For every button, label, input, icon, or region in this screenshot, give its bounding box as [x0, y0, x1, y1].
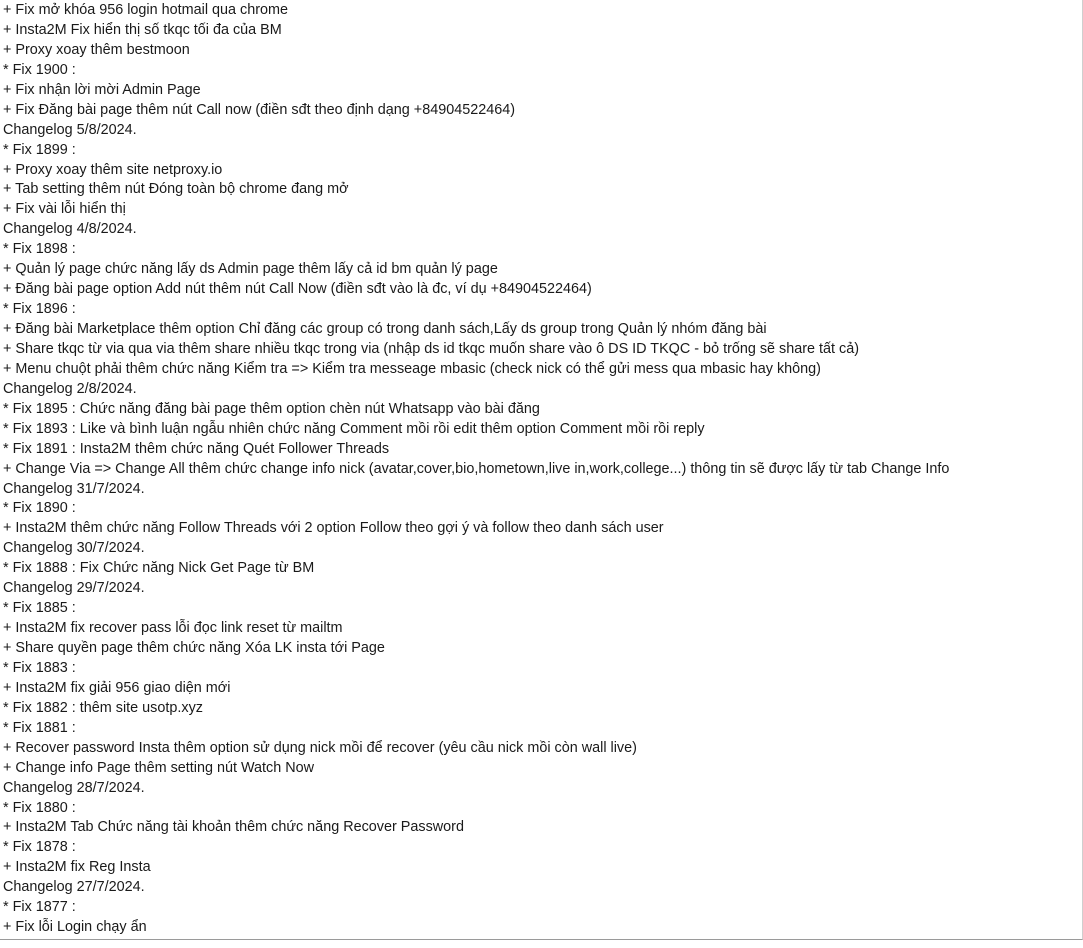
- changelog-line: + Quản lý page chức năng lấy ds Admin page thêm lấy cả id bm quản lý page: [3, 261, 498, 278]
- changelog-line: + Insta2M fix Reg Insta: [3, 859, 151, 876]
- changelog-line: * Fix 1899 :: [3, 141, 76, 158]
- changelog-line: Changelog 30/7/2024.: [3, 540, 145, 557]
- changelog-line: + Đăng bài page option Add nút thêm nút Call Now (điền sđt vào là đc, ví dụ +84904522464): [3, 281, 592, 298]
- changelog-line: * Fix 1880 :: [3, 799, 76, 816]
- changelog-line: * Fix 1882 : thêm site usotp.xyz: [3, 699, 203, 716]
- changelog-line: + Fix lỗi Login chạy ẩn: [3, 919, 147, 936]
- changelog-line: Changelog 28/7/2024.: [3, 779, 145, 796]
- changelog-line: Changelog 27/7/2024.: [3, 879, 145, 896]
- changelog-line: * Fix 1883 :: [3, 659, 76, 676]
- changelog-line: * Fix 1888 : Fix Chức năng Nick Get Page từ BM: [3, 560, 315, 577]
- changelog-line: * Fix 1890 :: [3, 500, 76, 517]
- changelog-line: + Insta2M fix giải 956 giao diện mới: [3, 679, 231, 696]
- changelog-line: * Fix 1885 :: [3, 600, 76, 617]
- changelog-line: + Menu chuột phải thêm chức năng Kiểm tra => Kiểm tra messeage mbasic (check nick có thể gửi mess qua mbasic hay không): [3, 360, 821, 377]
- changelog-line: + Share quyền page thêm chức năng Xóa LK insta tới Page: [3, 640, 385, 656]
- changelog-line: + Change Via => Change All thêm chức change info nick (avatar,cover,bio,hometown,live in,work,college...) thông tin sẽ được lấy từ tab Change Info: [3, 460, 950, 477]
- changelog-line: * Fix 1893 : Like và bình luận ngẫu nhiên chức năng Comment mồi rồi edit thêm option Comment mồi rồi reply: [3, 420, 705, 437]
- changelog-line: Changelog 5/8/2024.: [3, 121, 137, 138]
- changelog-line: + Tab setting thêm nút Đóng toàn bộ chrome đang mở: [3, 181, 349, 198]
- changelog-line: + Proxy xoay thêm site netproxy.io: [3, 161, 223, 178]
- changelog-line: + Fix mở khóa 956 login hotmail qua chrome: [3, 2, 289, 18]
- changelog-line: + Insta2M thêm chức năng Follow Threads với 2 option Follow theo gợi ý và follow theo danh sách user: [3, 520, 664, 537]
- changelog-line: Changelog 31/7/2024.: [3, 480, 145, 497]
- changelog-line: * Fix 1898 :: [3, 241, 76, 258]
- changelog-line: + Change info Page thêm setting nút Watch Now: [3, 759, 315, 776]
- changelog-line: + Fix vài lỗi hiển thị: [3, 201, 126, 218]
- changelog-line: Changelog 4/8/2024.: [3, 221, 137, 238]
- changelog-line: * Fix 1896 :: [3, 301, 76, 318]
- changelog-line: + Share tkqc từ via qua via thêm share nhiều tkqc trong via (nhập ds id tkqc muốn share vào ô DS ID TKQC - bỏ trống sẽ share tất cả): [3, 340, 860, 357]
- changelog-line: + Insta2M Fix hiển thị số tkqc tối đa của BM: [3, 21, 282, 38]
- changelog-line: * Fix 1891 : Insta2M thêm chức năng Quét Follower Threads: [3, 440, 390, 457]
- changelog-line: + Insta2M fix recover pass lỗi đọc link reset từ mailtm: [3, 620, 343, 637]
- changelog-line: * Fix 1881 :: [3, 719, 76, 736]
- changelog-line: + Insta2M Tab Chức năng tài khoản thêm chức năng Recover Password: [3, 819, 464, 836]
- changelog-line: * Fix 1878 :: [3, 839, 76, 856]
- changelog-line: * Fix 1877 :: [3, 899, 76, 916]
- changelog-line: + Recover password Insta thêm option sử dụng nick mồi để recover (yêu cầu nick mồi còn wall live): [3, 739, 637, 756]
- changelog-line: + Fix nhận lời mời Admin Page: [3, 81, 201, 98]
- changelog-line: + Đăng bài Marketplace thêm option Chỉ đăng các group có trong danh sách,Lấy ds group trong Quản lý nhóm đăng bài: [3, 321, 767, 337]
- changelog-line: * Fix 1895 : Chức năng đăng bài page thêm option chèn nút Whatsapp vào bài đăng: [3, 400, 540, 417]
- changelog-line: + Proxy xoay thêm bestmoon: [3, 41, 190, 58]
- changelog-line: + Fix Đăng bài page thêm nút Call now (điền sđt theo định dạng +84904522464): [3, 101, 516, 118]
- changelog-line: Changelog 29/7/2024.: [3, 580, 145, 597]
- changelog-line: Changelog 2/8/2024.: [3, 380, 137, 397]
- changelog-line: * Fix 1900 :: [3, 61, 76, 78]
